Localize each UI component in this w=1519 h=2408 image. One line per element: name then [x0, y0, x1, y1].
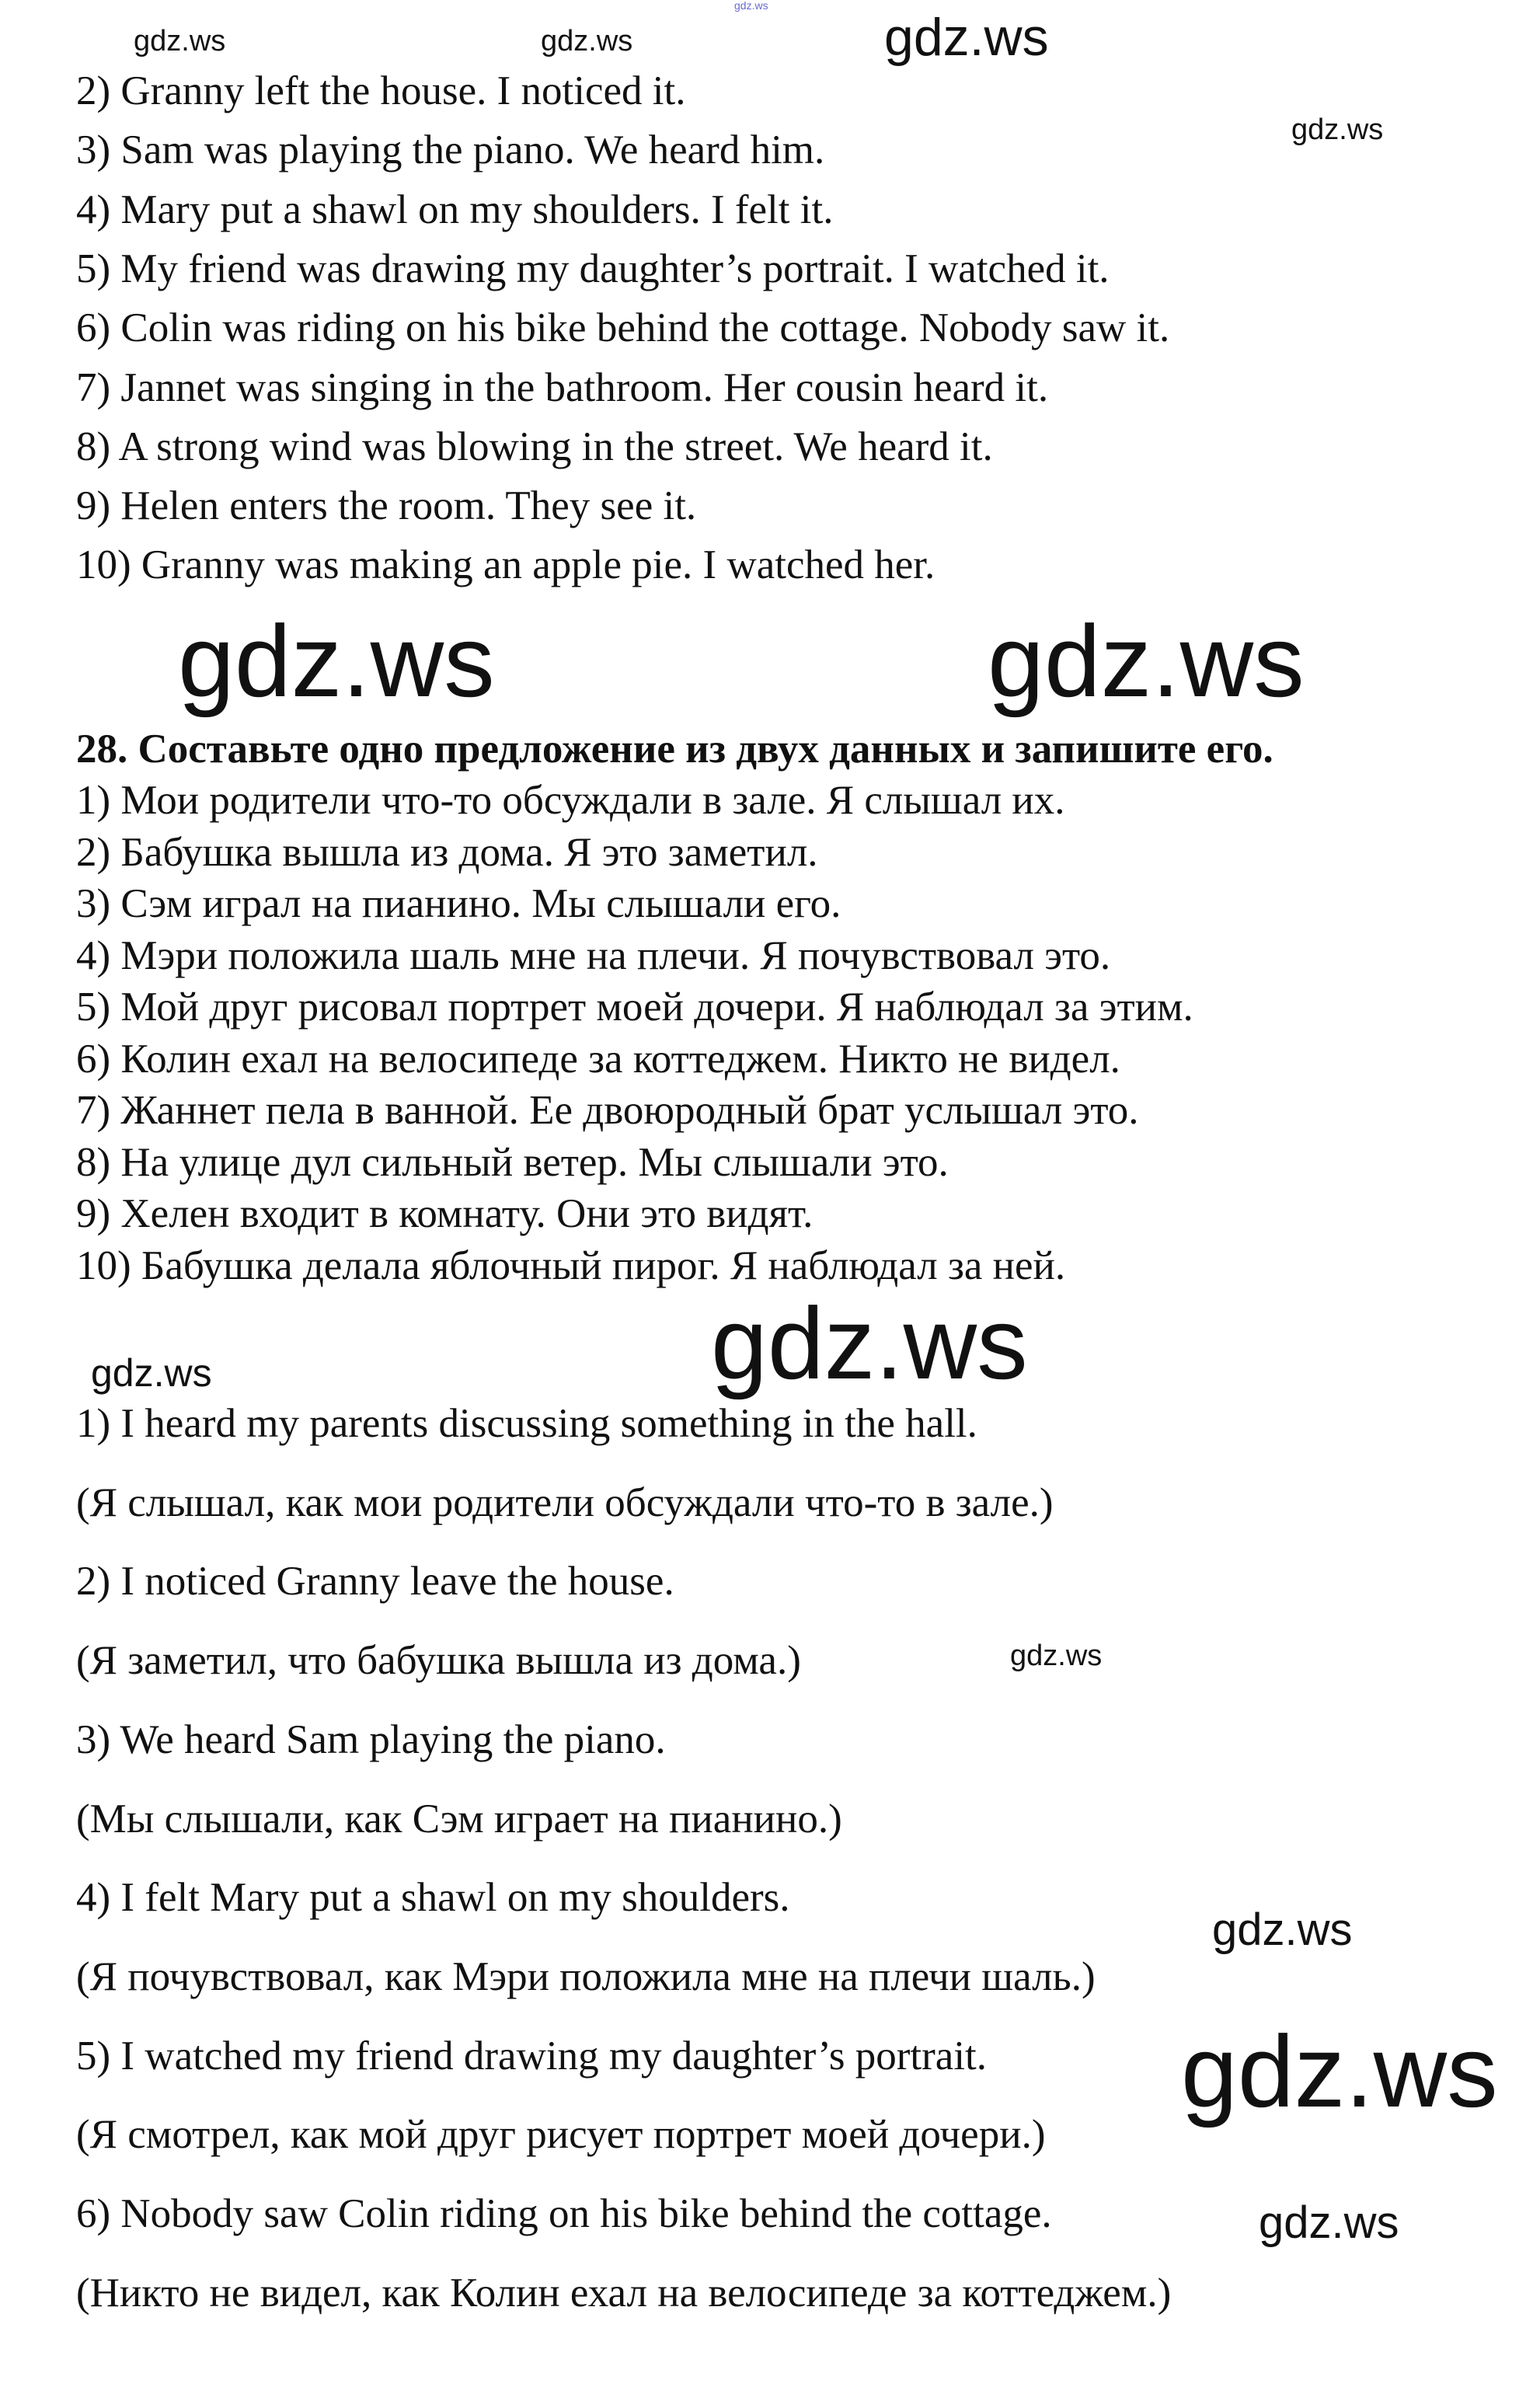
- watermark-logo: gdz.ws: [1212, 1904, 1353, 1955]
- translation-line: 1) Мои родители что-то обсуждали в зале. Я слышал их.: [76, 778, 1065, 823]
- answer-line: (Я заметил, что бабушка вышла из дома.): [76, 1638, 801, 1683]
- translation-line: 5) Мой друг рисовал портрет моей дочери. Я наблюдал за этим.: [76, 984, 1193, 1030]
- sentence-line: 9) Helen enters the room. They see it.: [76, 483, 697, 528]
- answer-line: 1) I heard my parents discussing something in the hall.: [76, 1401, 977, 1446]
- sentence-line: 7) Jannet was singing in the bathroom. Her cousin heard it.: [76, 365, 1049, 410]
- sentence-line: 5) My friend was drawing my daughter’s portrait. I watched it.: [76, 246, 1110, 291]
- answer-line: 5) I watched my friend drawing my daughter’s portrait.: [76, 2033, 988, 2079]
- translation-line: 10) Бабушка делала яблочный пирог. Я наблюдал за ней.: [76, 1243, 1066, 1288]
- answer-line: 4) I felt Mary put a shawl on my shoulders.: [76, 1875, 790, 1920]
- watermark-logo: gdz.ws: [178, 604, 495, 718]
- watermark-logo: gdz.ws: [1010, 1640, 1103, 1672]
- translation-line: 2) Бабушка вышла из дома. Я это заметил.: [76, 830, 818, 875]
- watermark-logo: gdz.ws: [1259, 2197, 1399, 2248]
- answer-line: (Никто не видел, как Колин ехал на велосипеде за коттеджем.): [76, 2270, 1172, 2316]
- translation-line: 3) Сэм играл на пианино. Мы слышали его.: [76, 881, 841, 926]
- watermark-logo: gdz.ws: [884, 8, 1049, 67]
- answer-line: (Я смотрел, как мой друг рисует портрет моей дочери.): [76, 2112, 1046, 2157]
- translation-line: 9) Хелен входит в комнату. Они это видят.: [76, 1191, 814, 1236]
- answer-line: (Мы слышали, как Сэм играет на пианино.): [76, 1796, 842, 1842]
- watermark-logo: gdz.ws: [91, 1351, 212, 1395]
- answer-line: 3) We heard Sam playing the piano.: [76, 1717, 666, 1762]
- sentence-line: 10) Granny was making an apple pie. I watched her.: [76, 542, 935, 587]
- sentence-line: 3) Sam was playing the piano. We heard him.: [76, 127, 825, 172]
- answer-line: 2) I noticed Granny leave the house.: [76, 1559, 674, 1604]
- watermark-logo: gdz.ws: [988, 604, 1305, 718]
- translation-line: 6) Колин ехал на велосипеде за коттеджем. Никто не видел.: [76, 1037, 1120, 1082]
- watermark-logo: gdz.ws: [1181, 2014, 1498, 2128]
- watermark-logo: gdz.ws: [711, 1286, 1028, 1400]
- translation-line: 7) Жаннет пела в ванной. Ее двоюродный брат услышал это.: [76, 1088, 1139, 1133]
- sentence-line: 6) Colin was riding on his bike behind the cottage. Nobody saw it.: [76, 305, 1170, 350]
- sentence-line: 4) Mary put a shawl on my shoulders. I felt it.: [76, 187, 834, 232]
- answer-line: 6) Nobody saw Colin riding on his bike behind the cottage.: [76, 2191, 1052, 2236]
- translation-line: 4) Мэри положила шаль мне на плечи. Я почувствовал это.: [76, 933, 1111, 978]
- watermark-logo: gdz.ws: [734, 0, 768, 12]
- sentence-line: 2) Granny left the house. I noticed it.: [76, 68, 686, 113]
- exercise-heading: 28. Составьте одно предложение из двух данных и запишите его.: [76, 727, 1273, 772]
- sentence-line: 8) A strong wind was blowing in the street. We heard it.: [76, 424, 993, 469]
- answer-line: (Я почувствовал, как Мэри положила мне на плечи шаль.): [76, 1954, 1096, 1999]
- watermark-logo: gdz.ws: [134, 25, 226, 57]
- translation-line: 8) На улице дул сильный ветер. Мы слышали это.: [76, 1140, 949, 1185]
- watermark-logo: gdz.ws: [541, 25, 633, 57]
- answer-line: (Я слышал, как мои родители обсуждали что-то в зале.): [76, 1480, 1054, 1525]
- watermark-logo: gdz.ws: [1291, 113, 1384, 146]
